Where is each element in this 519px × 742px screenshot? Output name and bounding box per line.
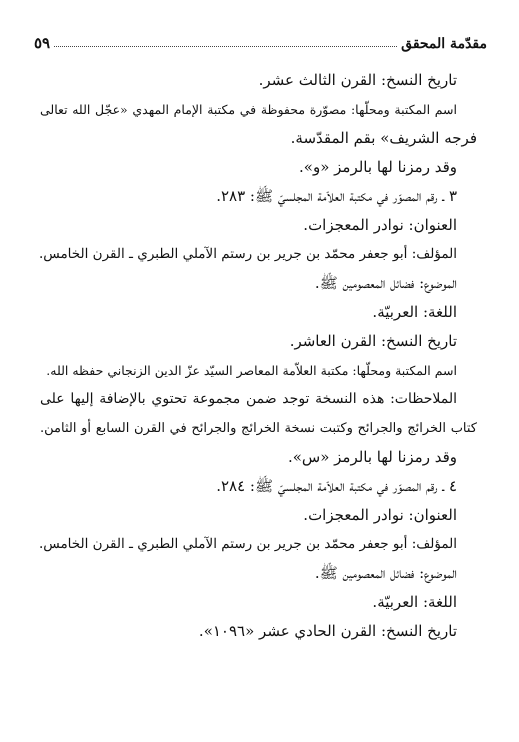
text-line: اسم المكتبة ومحلّها: مكتبة العلاّمة المعاصر السيّد عزّ الدين الزنجاني حفظه الله. — [46, 363, 457, 378]
text-line: المؤلف: أبو جعفر محمّد بن جرير بن رستم الآملي الطبري ـ القرن الخامس. — [38, 536, 457, 552]
dotted-leader — [54, 46, 397, 47]
text-line: فرجه الشريف» بقم المقدّسة. — [290, 129, 477, 147]
text-line: العنوان: نوادر المعجزات. — [303, 506, 457, 524]
text-line: الملاحظات: هذه النسخة توجد ضمن مجموعة تحتوي بالإضافة إليها على — [40, 391, 457, 407]
text-line: كتاب الخرائج والجرائح وكتبت نسخة الخرائج والجرائح في القرن السابع أو الثامن. — [40, 421, 477, 436]
chapter-title: مقدّمة المحقق — [401, 36, 487, 52]
text-line: تاريخ النسخ: القرن الثالث عشر. — [258, 71, 457, 89]
text-line: اللغة: العربيّة. — [372, 593, 457, 611]
text-line: وقد رمزنا لها بالرمز «و». — [299, 158, 457, 176]
text-line: اسم المكتبة ومحلّها: مصوّرة محفوظة في مكتبة الإمام المهدي «عجّل الله تعالى — [40, 102, 457, 117]
text-line: اللغة: العربيّة. — [372, 303, 457, 321]
text-line: تاريخ النسخ: القرن العاشر. — [289, 332, 457, 350]
text-body — [40, 66, 477, 646]
text-line: ٣ ـ رقم المصوّر في مكتبة العلاّمة المجلسيّ ﷺ: ٢٨٣. — [216, 187, 457, 205]
text-line: المؤلف: أبو جعفر محمّد بن جرير بن رستم الآملي الطبري ـ القرن الخامس. — [38, 246, 457, 262]
text-line: تاريخ النسخ: القرن الحادي عشر «١٠٩٦». — [198, 622, 457, 640]
text-line: العنوان: نوادر المعجزات. — [303, 216, 457, 234]
text-line: ٤ ـ رقم المصوّر في مكتبة العلاّمة المجلسيّ ﷺ: ٢٨٤. — [216, 477, 457, 495]
running-header — [34, 30, 487, 52]
text-line: الموضوع: فضائل المعصومين ﷺ. — [314, 274, 457, 292]
text-line: الموضوع: فضائل المعصومين ﷺ. — [314, 564, 457, 582]
page-number: ٥٩ — [34, 34, 51, 52]
text-line: وقد رمزنا لها بالرمز «س». — [287, 448, 457, 466]
